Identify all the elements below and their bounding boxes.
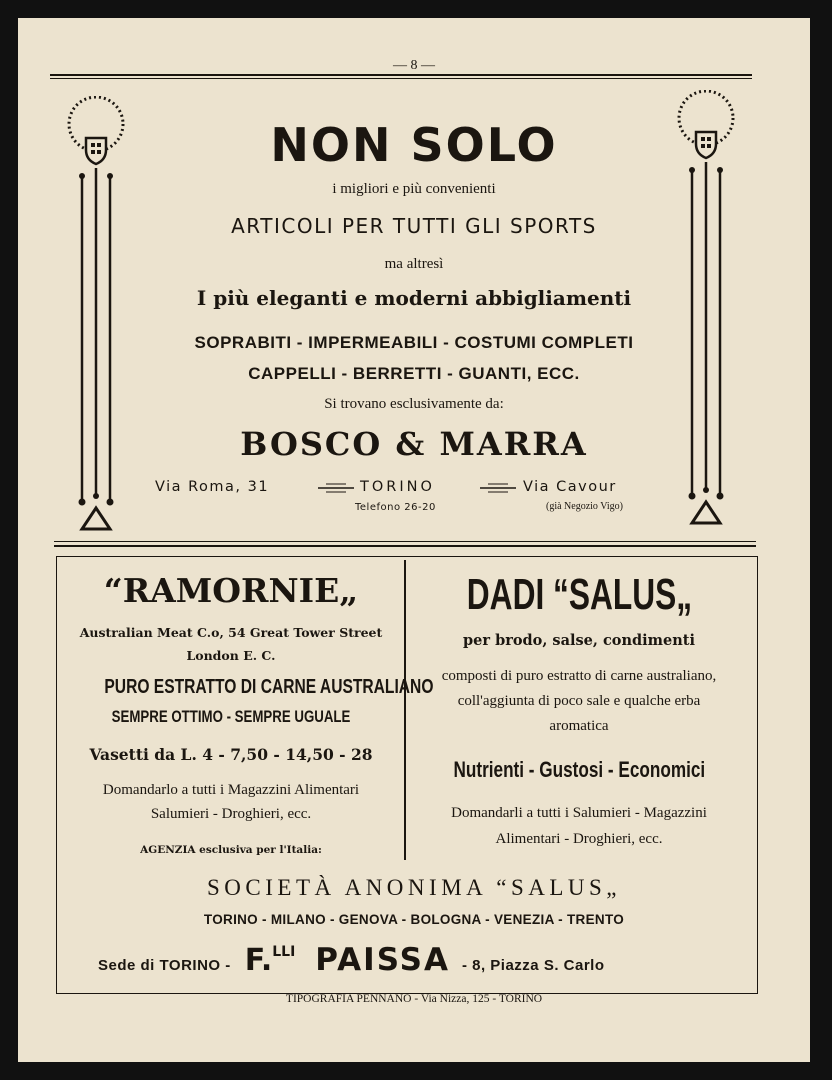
ramornie-ask-line1: Domandarlo a tutti i Magazzini Alimentari [102,782,360,798]
brand-superscript: LLI [272,944,296,960]
seat-address: - 8, Piazza S. Carlo [461,957,605,974]
printer-imprint: TIPOGRAFIA PENNANO - Via Nizza, 125 - TORINO [285,993,543,1005]
ramornie-product-line [58,676,434,699]
salus-title-text: DADI “SALUS„ [466,570,692,619]
top-rule [50,74,752,76]
top-rule-thin [50,78,752,79]
city-torino: TORINO [360,479,435,495]
ramornie-title: “RAMORNIE„ [103,571,359,610]
sports-articles-line: ARTICOLI PER TUTTI GLI SPORTS [231,214,597,238]
dash-ornament-icon [318,482,354,494]
elegant-clothing-line: I più eleganti e moderni abbigliamenti [196,286,632,310]
salus-ask-line1: Domandarli a tutti i Salumieri - Magazzini [451,805,707,821]
ramornie-ask-line2: Salumieri - Droghieri, ecc. [150,806,312,822]
salus-subtitle: per brodo, salse, condimenti [463,632,695,649]
society-cities: TORINO - MILANO - GENOVA - BOLOGNA - VENEZIA - TRENTO [203,912,625,927]
seat-label: Sede di TORINO - [98,957,231,974]
garments-line: SOPRABITI - IMPERMEABILI - COSTUMI COMPLETI [194,333,634,352]
ramornie-tagline [58,707,404,727]
salus-description-line1: composti di puro estratto di carne australiano, [441,668,717,684]
paissa-seat-line [98,942,605,982]
headline-non-solo: NON SOLO [270,118,558,172]
society-name: SOCIETÀ ANONIMA “SALUS„ [207,875,621,900]
accessories-line: CAPPELLI - BERRETTI - GUANTI, ECC. [248,364,580,383]
ramornie-prices: Vasetti da L. 4 - 7,50 - 14,50 - 28 [89,745,373,764]
exclusively-at-line: Si trovano esclusivamente da: [324,396,504,412]
salus-qualities-text: Nutrienti - Gustosi - Economici [453,757,705,782]
salus-description-line2: coll'aggiunta di poco sale e qualche erba [457,693,701,709]
ramornie-agency: AGENZIA esclusiva per l'Italia: [140,844,322,856]
brand-prefix: F. [244,943,273,978]
address-via-cavour: Via Cavour [523,479,617,495]
salus-description-line3: aromatica [549,718,609,734]
ramornie-address-line1: Australian Meat C.o, 54 Great Tower Street [79,625,383,640]
company-name-bosco-marra: BOSCO & MARRA [240,425,588,463]
brand-paissa: PAISSA [315,942,450,978]
dash-ornament-icon [480,482,516,494]
tagline-text: SEMPRE OTTIMO - SEMPRE UGUALE [111,707,351,726]
ramornie-address-line2: London E. C. [186,648,276,663]
section-rule-thin [54,541,756,542]
salus-qualities [406,757,752,783]
newspaper-page [18,18,810,1062]
section-rule [54,545,756,547]
salus-title [406,570,752,620]
page-number: — 8 — [393,58,435,73]
former-shop-note: (già Negozio Vigo) [546,501,623,512]
address-via-roma: Via Roma, 31 [155,479,270,495]
but-also-line: ma altresì [384,256,444,272]
best-and-cheapest-line: i migliori e più convenienti [332,181,496,197]
salus-ask-line2: Alimentari - Droghieri, ecc. [495,831,663,847]
product-text: PURO ESTRATTO DI CARNE AUSTRALIANO [104,676,434,698]
telephone-number: Telefono 26-20 [355,502,436,513]
